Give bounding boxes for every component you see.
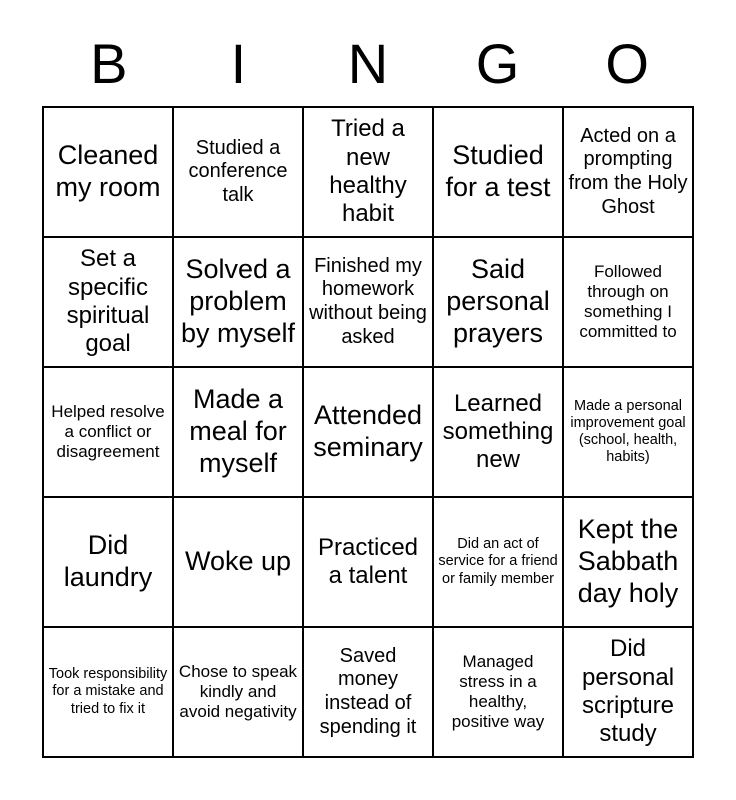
bingo-cell[interactable] [43, 627, 173, 757]
bingo-cell[interactable] [173, 367, 303, 497]
bingo-row [43, 367, 693, 497]
bingo-cell[interactable] [433, 107, 563, 237]
bingo-cell[interactable] [173, 237, 303, 367]
bingo-cell-text: Kept the Sabbath day holy [577, 514, 679, 608]
bingo-cell[interactable] [173, 497, 303, 627]
header-letter-n: N [347, 32, 389, 95]
bingo-cell-text: Did personal scripture study [581, 635, 675, 748]
bingo-cell-text: Managed stress in a healthy, positive way [451, 651, 545, 732]
bingo-cell-text: Followed through on something I committed to [579, 261, 677, 342]
bingo-cell-text: Woke up [184, 546, 292, 577]
bingo-cell[interactable] [43, 497, 173, 627]
bingo-cell[interactable] [563, 497, 693, 627]
bingo-cell[interactable] [433, 627, 563, 757]
bingo-cell-text: Learned something new [442, 389, 554, 474]
bingo-header [44, 34, 692, 94]
bingo-cell-text: Helped resolve a conflict or disagreement [51, 401, 165, 462]
bingo-cell-text: Cleaned my room [55, 140, 161, 202]
header-letter-b: B [90, 32, 128, 95]
bingo-cell-text: Said personal prayers [446, 254, 550, 348]
bingo-row [43, 237, 693, 367]
bingo-cell[interactable] [43, 367, 173, 497]
bingo-cell[interactable] [563, 367, 693, 497]
bingo-cell[interactable] [173, 107, 303, 237]
bingo-cell[interactable] [303, 237, 433, 367]
bingo-cell-text: Studied a conference talk [188, 136, 288, 206]
bingo-cell[interactable] [43, 237, 173, 367]
header-letter-i: I [230, 32, 247, 95]
bingo-cell-text: Practiced a talent [317, 533, 419, 589]
bingo-cell[interactable] [433, 497, 563, 627]
bingo-cell-text: Did laundry [63, 530, 153, 592]
bingo-cell-text: Chose to speak kindly and avoid negativity [178, 661, 298, 722]
bingo-cell-text: Made a meal for myself [189, 384, 287, 478]
bingo-cell[interactable] [563, 107, 693, 237]
bingo-cell[interactable] [43, 107, 173, 237]
bingo-cell[interactable] [303, 627, 433, 757]
bingo-cell[interactable] [303, 367, 433, 497]
bingo-cell-text: Took responsibility for a mistake and tried to fix it [48, 666, 168, 717]
bingo-cell-text: Set a specific spiritual goal [66, 245, 150, 358]
bingo-cell[interactable] [173, 627, 303, 757]
bingo-cell[interactable] [563, 237, 693, 367]
bingo-cell-text: Finished my homework without being asked [309, 254, 427, 348]
bingo-row [43, 497, 693, 627]
bingo-row [43, 627, 693, 757]
bingo-cell[interactable] [433, 237, 563, 367]
bingo-cell[interactable] [303, 107, 433, 237]
header-letter-o: O [605, 32, 649, 95]
bingo-cell-text: Did an act of service for a friend or family member [438, 536, 558, 587]
bingo-cell-text: Solved a problem by myself [180, 254, 296, 348]
bingo-cell-text: Studied for a test [445, 140, 551, 202]
bingo-cell-text: Saved money instead of spending it [319, 644, 417, 738]
bingo-cell[interactable] [433, 367, 563, 497]
bingo-cell-text: Made a personal improvement goal (school, health, habits) [570, 397, 686, 466]
bingo-cell[interactable] [563, 627, 693, 757]
bingo-cell-text: Acted on a prompting from the Holy Ghost [568, 124, 688, 218]
bingo-cell-text: Attended seminary [313, 400, 423, 462]
bingo-grid [42, 106, 694, 758]
bingo-cell-text: Tried a new healthy habit [329, 115, 407, 228]
bingo-row [43, 107, 693, 237]
bingo-cell[interactable] [303, 497, 433, 627]
header-letter-g: G [475, 32, 520, 95]
